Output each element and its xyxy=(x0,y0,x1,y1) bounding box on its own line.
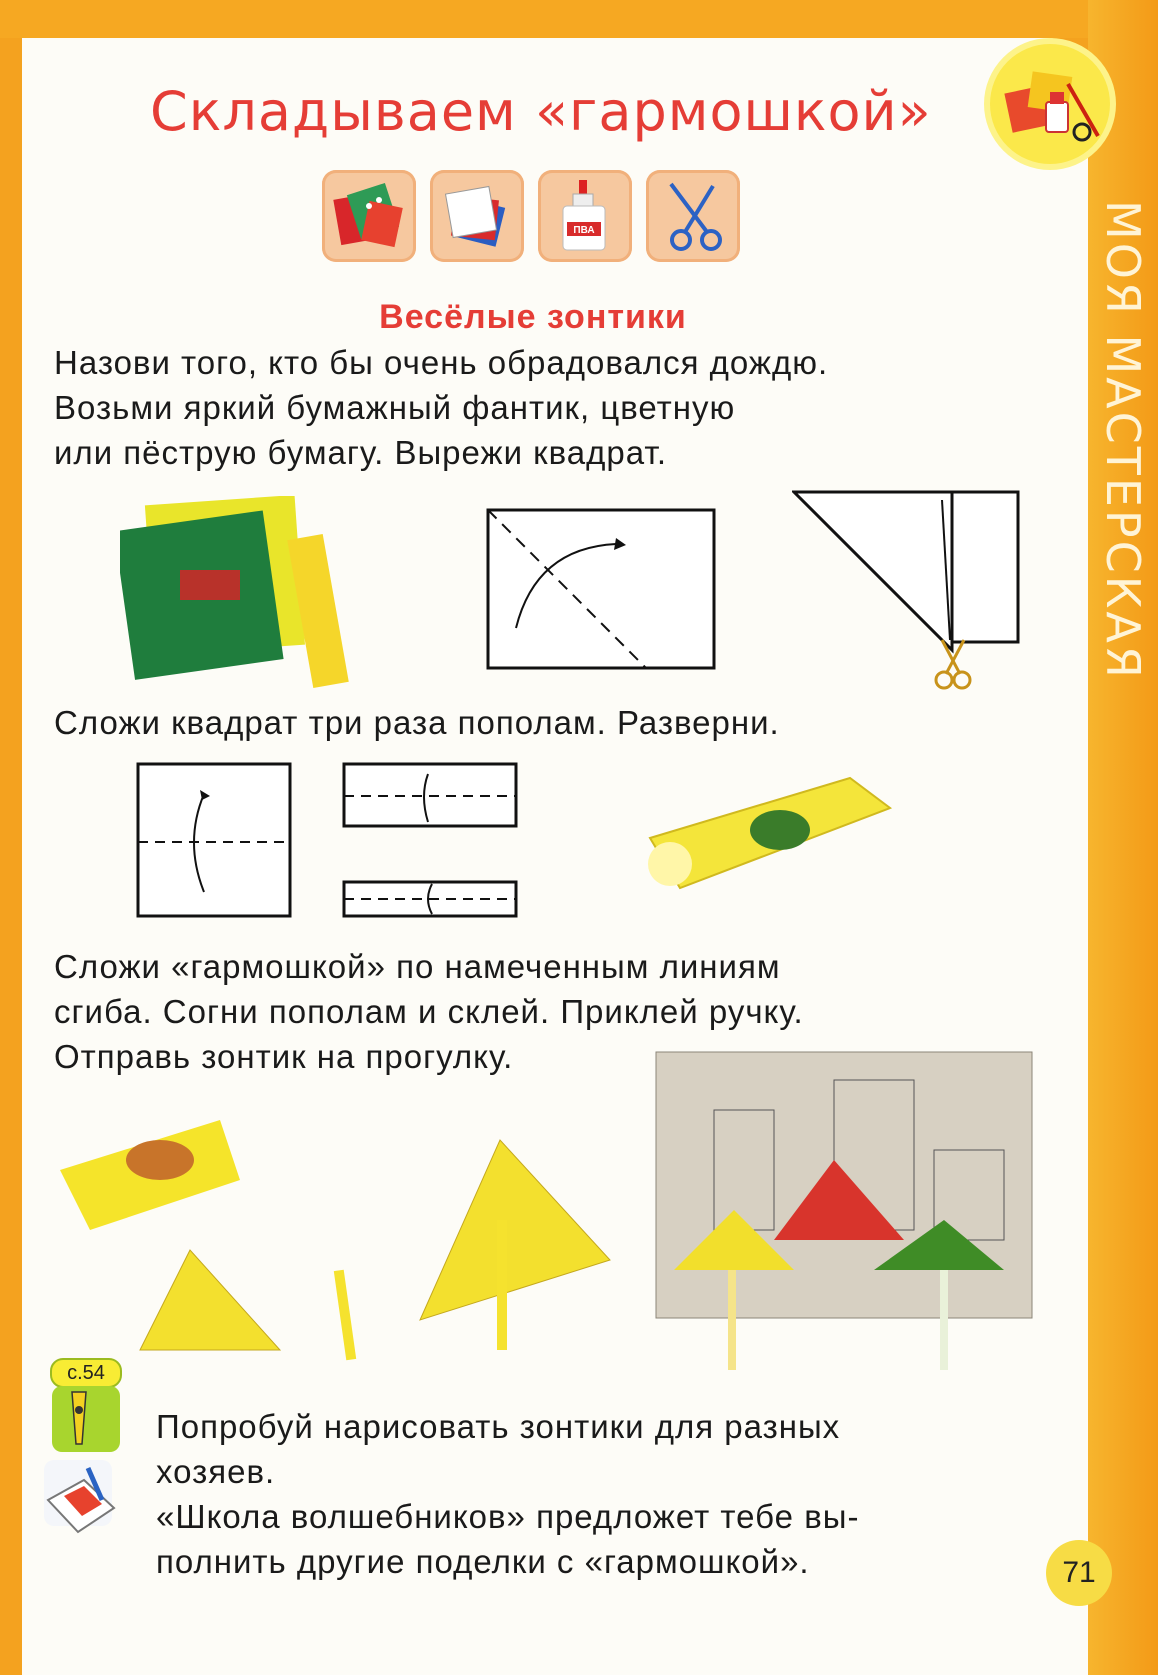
paragraph-fold xyxy=(54,700,780,745)
umbrellas-artwork-photo xyxy=(654,1050,1034,1380)
candy-wrapper-photo xyxy=(120,496,360,696)
scissors-icon xyxy=(653,176,733,256)
book-brush-icon xyxy=(44,1460,120,1540)
pencil-icon xyxy=(52,1386,120,1452)
text-line: Назови того, кто бы очень обрадовался дождю. xyxy=(54,344,829,381)
drawing-task-icon-box xyxy=(52,1386,120,1452)
fold-diagram-triangle xyxy=(792,490,1022,700)
text-line: хозяев. xyxy=(156,1453,276,1490)
text-line: Сложи квадрат три раза пополам. Разверни. xyxy=(54,704,780,741)
magic-school-icon-box xyxy=(44,1460,112,1526)
materials-row xyxy=(322,170,740,262)
glue-bottle-icon xyxy=(545,176,625,256)
glue-label: ПВА xyxy=(573,225,595,236)
folded-wrapper-photo xyxy=(640,768,900,898)
section-subtitle: Весёлые зонтики xyxy=(379,298,687,336)
paragraph-intro xyxy=(54,340,828,475)
section-badge xyxy=(990,44,1110,164)
text-line: Отправь зонтик на прогулку. xyxy=(54,1038,514,1075)
text-line: Сложи «гармошкой» по намеченным линиям xyxy=(54,948,781,985)
paragraph-task xyxy=(156,1404,859,1584)
page-reference-badge: с.54 xyxy=(50,1358,122,1388)
fold-diagram-strips xyxy=(340,762,520,922)
text-line: «Школа волшебников» предложет тебе вы- xyxy=(156,1498,860,1535)
tool-scissors xyxy=(646,170,740,262)
tool-paper-sheets xyxy=(430,170,524,262)
text-line: Возьми яркий бумажный фантик, цветную xyxy=(54,389,736,426)
text-line: Попробуй нарисовать зонтики для разных xyxy=(156,1408,841,1445)
fold-diagram-square xyxy=(136,762,292,918)
fold-diagram-diagonal xyxy=(486,508,716,670)
text-line: или пёструю бумагу. Вырежи квадрат. xyxy=(54,434,667,471)
side-label: МОЯ МАСТЕРСКАЯ xyxy=(1096,200,1150,681)
page-number: 71 xyxy=(1046,1540,1112,1606)
craft-supplies-icon xyxy=(990,44,1110,164)
paper-sheets-icon xyxy=(437,176,517,256)
tool-glue xyxy=(538,170,632,262)
colored-paper-icon xyxy=(329,176,409,256)
text-line: полнить другие поделки с «гармошкой». xyxy=(156,1543,810,1580)
tool-colored-paper xyxy=(322,170,416,262)
page-title: Складываем «гармошкой» xyxy=(150,80,932,143)
text-line: сгиба. Согни пополам и склей. Приклей ручку. xyxy=(54,993,804,1030)
top-band xyxy=(0,0,1158,38)
umbrella-steps-photo xyxy=(50,1120,630,1370)
